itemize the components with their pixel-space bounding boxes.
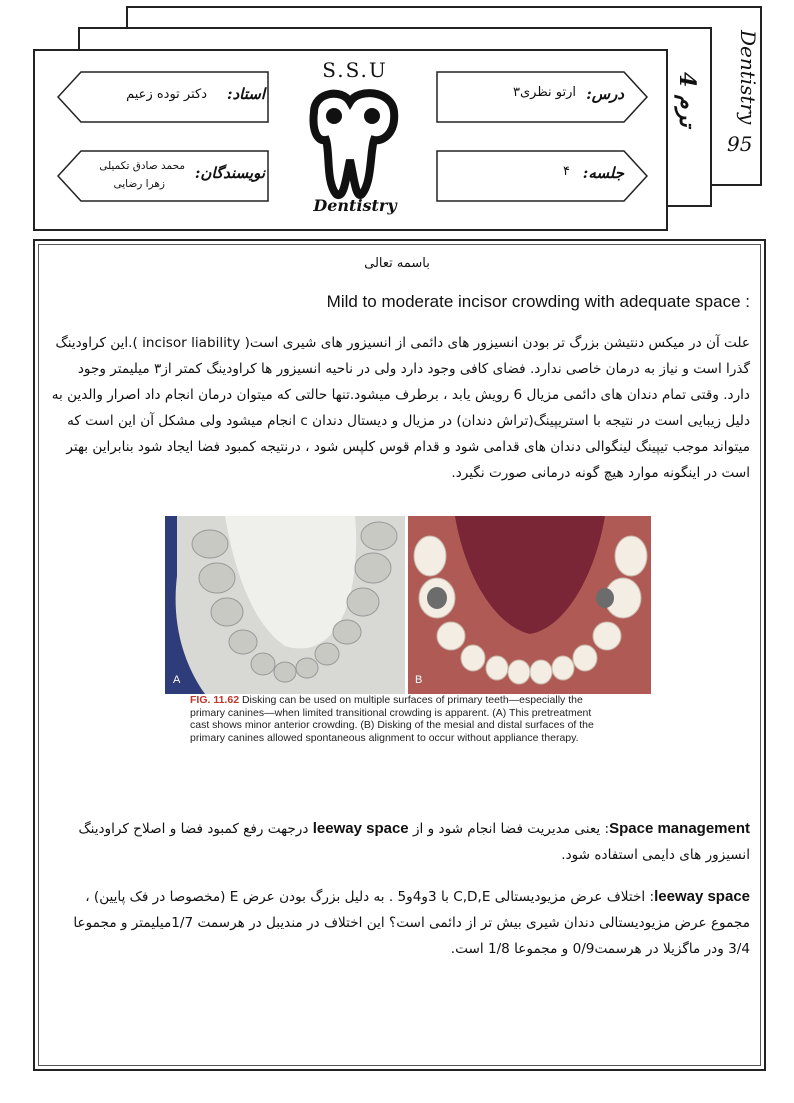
course-box xyxy=(436,71,648,123)
writers-line2: زهرا رضایی xyxy=(113,178,165,190)
tab-dentistry-label: Dentistry xyxy=(736,30,760,125)
ssu-dentistry-logo xyxy=(300,58,410,223)
instructor-key: استاد: xyxy=(226,85,265,103)
tab-95-label: 95 xyxy=(727,132,753,156)
tab-term-label: ترم 4 xyxy=(674,72,700,127)
para3-text: : اختلاف عرض مزیودیستالی C,D,E با 3و4و5 . به دلیل بزرگ بودن عرض E (مخصوصا در فک پایین) ، مجموع عرض مزیودیستالی دندان شیری بیش تر از دائمی است؟ این اختلاف در مندیبل در هرسمت 1/7میلیمتر و مجموعا 3/4 ودر ماگزیلا در هرسمت0/9 و مجموعا 1/8 است. xyxy=(73,889,750,957)
figure-number: FIG. 11.62 xyxy=(190,694,240,706)
figure-label-b: B xyxy=(415,674,423,686)
logo-bottom-text: Dentistry xyxy=(313,196,397,215)
term-leeway-space-inline: leeway space xyxy=(312,820,409,837)
paragraph-space-management xyxy=(48,816,750,868)
session-box xyxy=(436,150,648,202)
term-leeway-space: leeway space xyxy=(654,888,750,905)
course-value: ارتو نظری۳ xyxy=(513,85,576,100)
section-heading: Mild to moderate incisor crowding with adequate space : xyxy=(326,292,750,311)
writers-box xyxy=(57,150,269,202)
session-value: ۴ xyxy=(563,164,570,179)
para2-text-b: درجهت رفع کمبود فضا و اصلاح کراودینگ انسیزور های دایمی استفاده شود. xyxy=(78,821,750,863)
instructor-value: دکتر توده زعیم xyxy=(126,87,207,102)
para2-text-a: : یعنی مدیریت فضا انجام شود و از xyxy=(408,821,610,837)
dental-photos-image xyxy=(165,516,651,694)
logo-top-text: S.S.U xyxy=(322,58,388,82)
writers-key: نویسندگان: xyxy=(194,164,265,182)
figure-caption xyxy=(190,694,610,744)
session-key: جلسه: xyxy=(582,164,624,182)
instructor-box xyxy=(57,71,269,123)
figure-caption-text: Disking can be used on multiple surfaces of primary teeth—especially the primary canines—when limited transitional crowding is apparent. (A) This pretreatment cast shows minor anterior crowding. (B) Disking of the mesial and distal surfaces of the primary canines allowed spontaneous alignment to occur without appliance therapy. xyxy=(190,694,594,744)
course-key: درس: xyxy=(586,85,624,103)
dental-figure xyxy=(165,516,651,694)
writers-line1: محمد صادق تکمیلی xyxy=(99,160,185,172)
paragraph-leeway-space xyxy=(48,884,750,962)
paragraph-incisor-liability: علت آن در میکس دنتیشن بزرگ تر بودن انسیزور های دائمی از انسیزور های شیری است( incisor liability ).این کراودینگ گذرا است و نیاز به درمان خاصی ندارد. فضای کافی وجود دارد ولی در ناحیه انسیزور ها کراودینگ کمتر از۳ میلیمتر وجود دارد. وقتی تمام دندان های دائمی مزیال 6 رویش یابد ، برطرف میشود.تنها حالتی که میتوان درمان انجام داد اصرار والدین به دلیل زیبایی است در نتیجه با استریپینگ(تراش دندان) در مزیال و دیستال دندان c انجام میشود ولی مشکل آن این است که میتواند موجب تیپینگ لینگوالی دندان های قدامی شود و قدام قوس کلپس شود ، درنتیجه کمبود فضا ایجاد شود بنابراین بهتر است در اینگونه موارد هیچ گونه درمانی صورت نگیرد. xyxy=(51,335,750,481)
basmala-text: باسمه تعالی xyxy=(364,256,430,271)
figure-label-a: A xyxy=(173,674,181,686)
tooth-95-logo-icon xyxy=(300,82,410,202)
term-space-management: Space management xyxy=(609,820,750,837)
